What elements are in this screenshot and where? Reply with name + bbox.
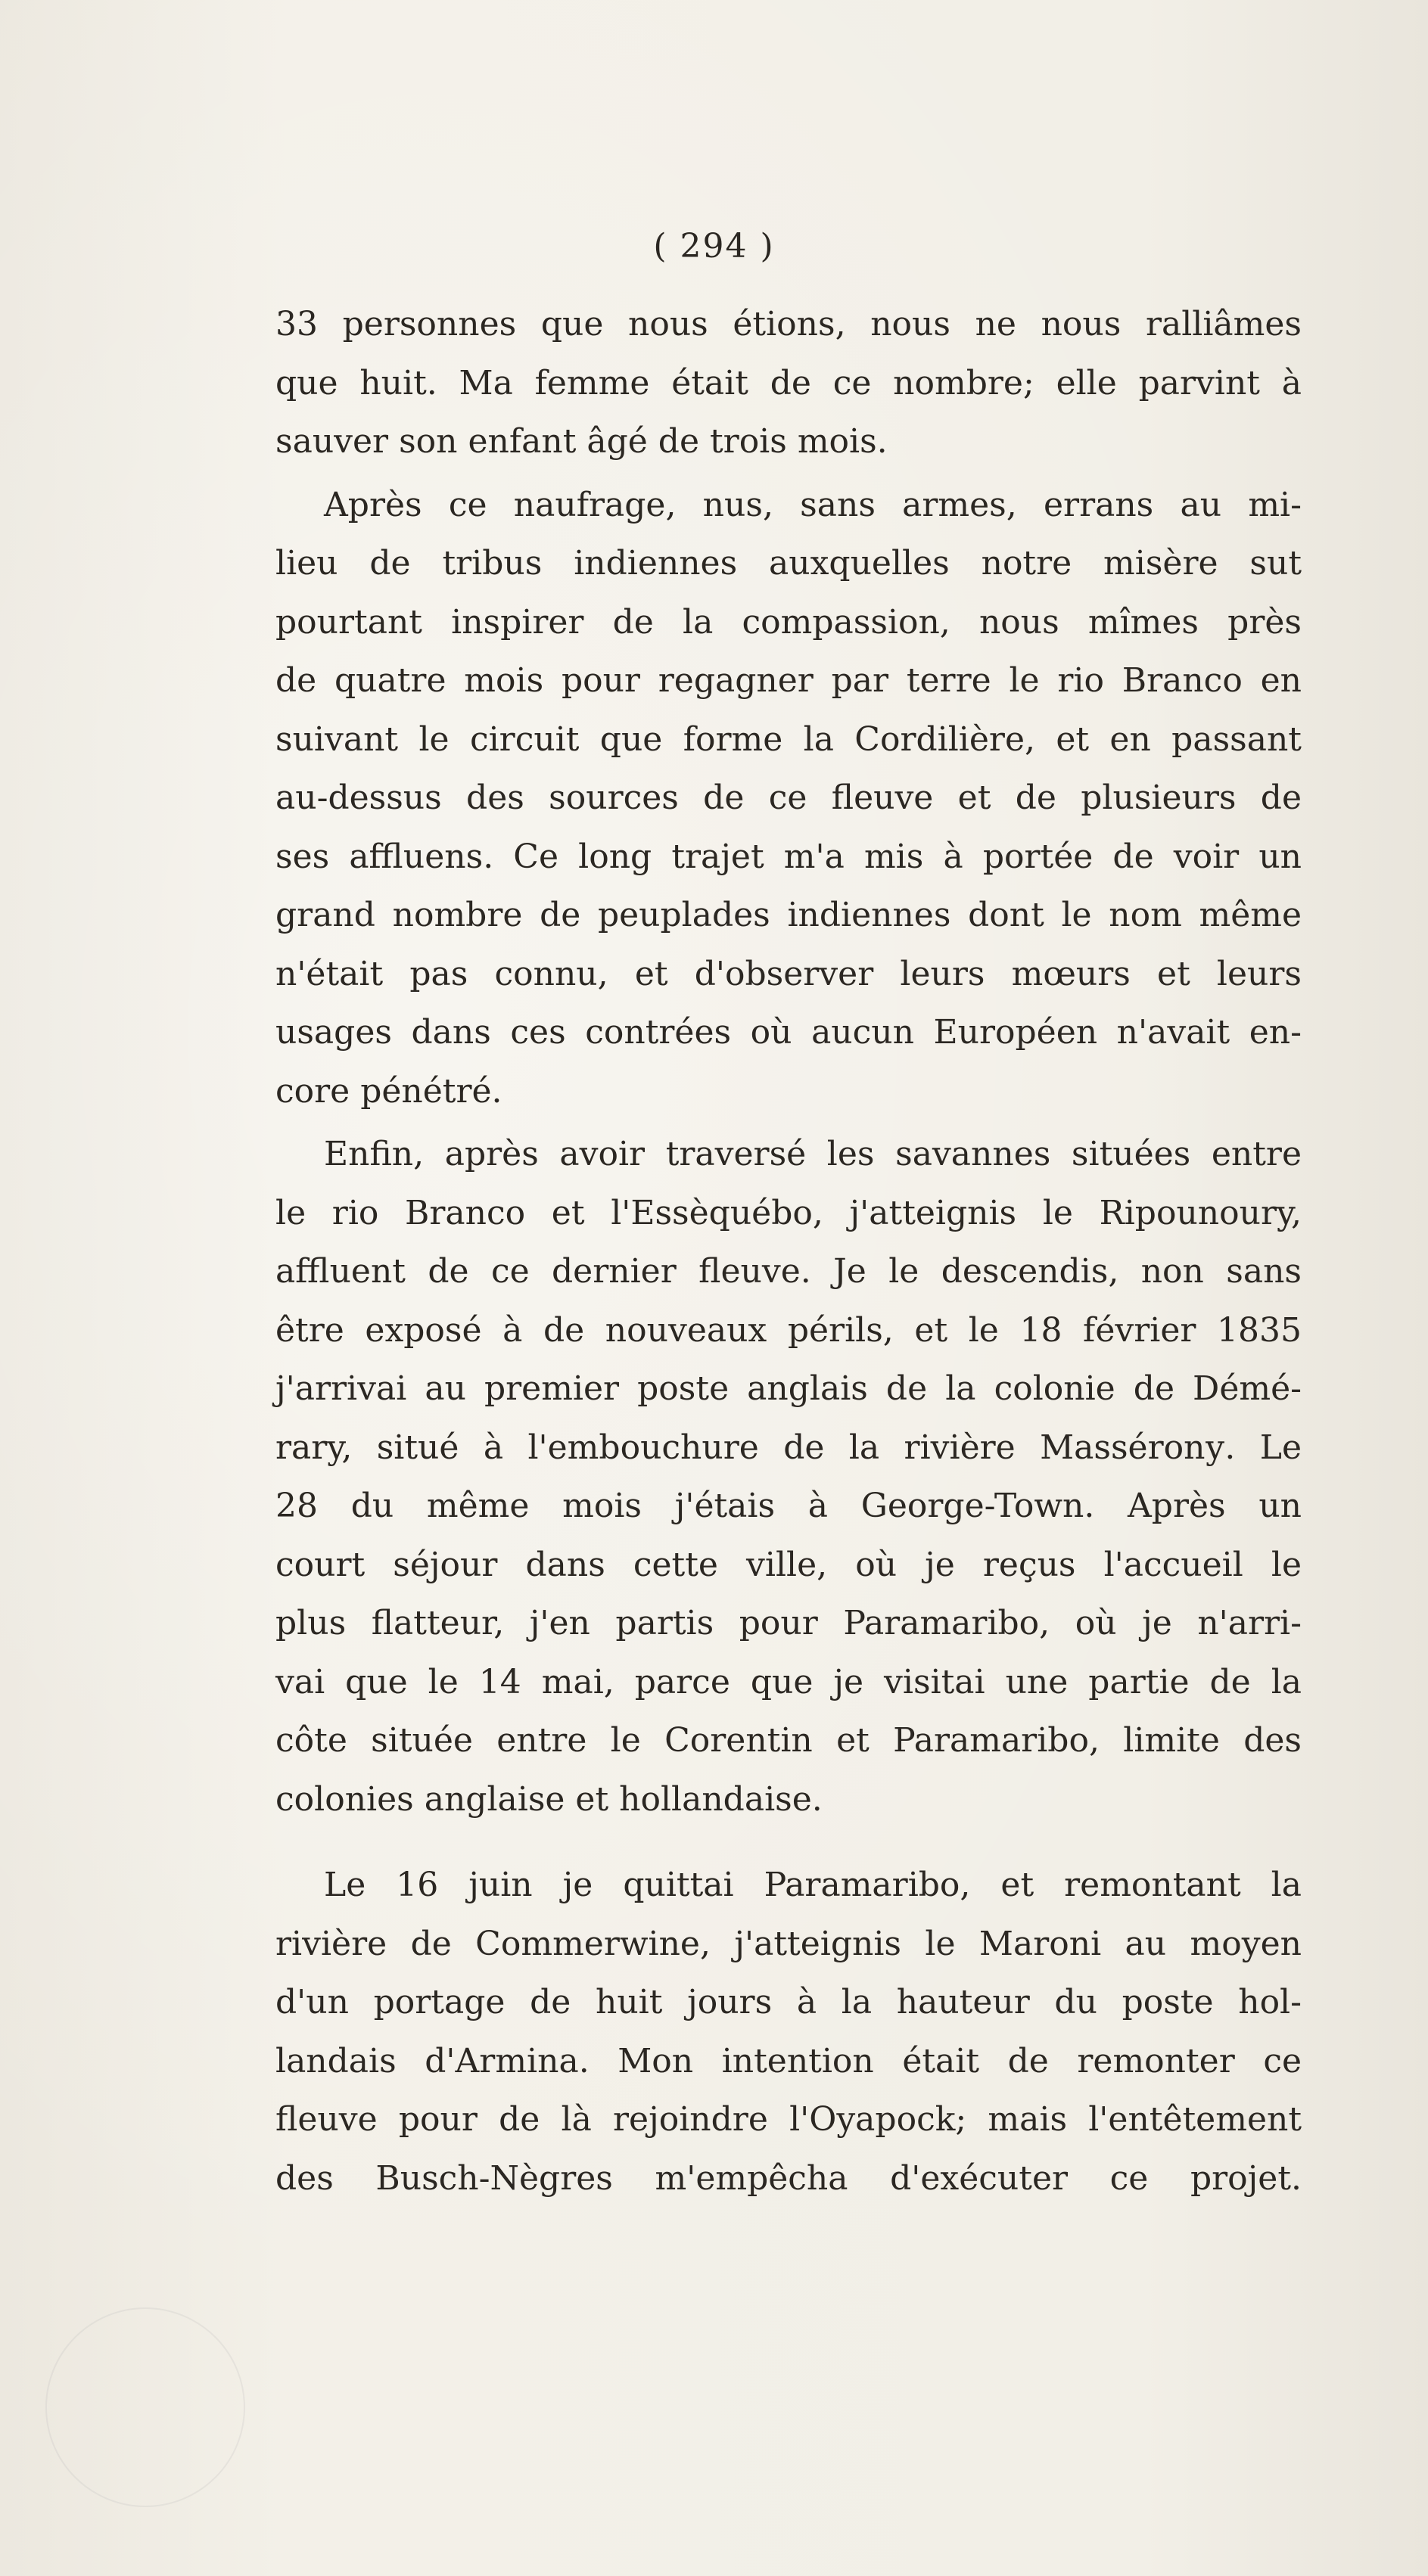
- text-line: rary, situé à l'embouchure de la rivière Masséronу. Le: [275, 1428, 1302, 1467]
- text-line: au-dessus des sources de ce fleuve et de plusieurs de: [275, 778, 1302, 817]
- text-line: de quatre mois pour regagner par terre le rio Branco en: [275, 661, 1302, 700]
- text-line: n'était pas connu, et d'observer leurs mœurs et leurs: [275, 954, 1302, 993]
- text-line: colonies anglaise et hollandaise.: [275, 1779, 823, 1819]
- text-line: sauver son enfant âgé de trois mois.: [275, 422, 888, 461]
- text-line: Après ce naufrage, nus, sans armes, errans au mi-: [324, 485, 1302, 524]
- text-line: des Busch-Nègres m'empêcha d'exécuter ce projet.: [275, 2158, 1302, 2198]
- text-line: côte située entre le Corentin et Paramaribo, limite des: [275, 1721, 1302, 1760]
- text-line: core pénétré.: [275, 1071, 502, 1111]
- text-line: j'arrivai au premier poste anglais de la colonie de Démé-: [275, 1369, 1302, 1408]
- page-number: ( 294 ): [653, 227, 775, 266]
- text-line: affluent de ce dernier fleuve. Je le descendis, non sans: [275, 1252, 1302, 1291]
- text-line: que huit. Ma femme était de ce nombre; elle parvint à: [275, 363, 1302, 402]
- text-line: lieu de tribus indiennes auxquelles notre misère sut: [275, 544, 1302, 583]
- body-text: [275, 295, 1302, 2208]
- paragraph-1: [275, 295, 1302, 471]
- text-line: le rio Branco et l'Essèquébo, j'atteignis le Ripounoury,: [275, 1193, 1302, 1232]
- text-line: fleuve pour de là rejoindre l'Oyapock; mais l'entêtement: [275, 2100, 1302, 2139]
- text-line: court séjour dans cette ville, où je reçus l'accueil le: [275, 1545, 1302, 1584]
- text-line: usages dans ces contrées où aucun Européen n'avait en-: [275, 1013, 1302, 1052]
- text-line: landais d'Armina. Mon intention était de remonter ce: [275, 2041, 1302, 2080]
- text-line: d'un portage de huit jours à la hauteur du poste hol-: [275, 1983, 1302, 2021]
- text-line: rivière de Commerwine, j'atteignis le Maroni au moyen: [275, 1924, 1302, 1963]
- text-line: pourtant inspirer de la compassion, nous mîmes près: [275, 602, 1302, 642]
- text-line: Enfin, après avoir traversé les savannes situées entre: [324, 1135, 1302, 1173]
- paragraph-3: [275, 1125, 1302, 1829]
- library-stamp: [45, 2307, 245, 2507]
- text-line: vai que le 14 mai, parce que je visitai une partie de la: [275, 1662, 1302, 1701]
- text-line: être exposé à de nouveaux périls, et le 18 février 1835: [275, 1310, 1302, 1350]
- text-line: suivant le circuit que forme la Cordilière, et en passant: [275, 719, 1302, 759]
- text-line: 33 personnes que nous étions, nous ne nous ralliâmes: [275, 305, 1302, 343]
- paragraph-4: [275, 1856, 1302, 2208]
- text-line: ses affluens. Ce long trajet m'a mis à portée de voir un: [275, 837, 1302, 876]
- text-line: 28 du même mois j'étais à George-Town. Après un: [275, 1487, 1302, 1525]
- text-line: plus flatteur, j'en partis pour Paramaribo, où je n'arri-: [275, 1604, 1302, 1642]
- text-line: Le 16 juin je quittai Paramaribo, et remontant la: [324, 1866, 1302, 1904]
- text-line: grand nombre de peuplades indiennes dont le nom même: [275, 896, 1302, 934]
- paragraph-2: [275, 476, 1302, 1121]
